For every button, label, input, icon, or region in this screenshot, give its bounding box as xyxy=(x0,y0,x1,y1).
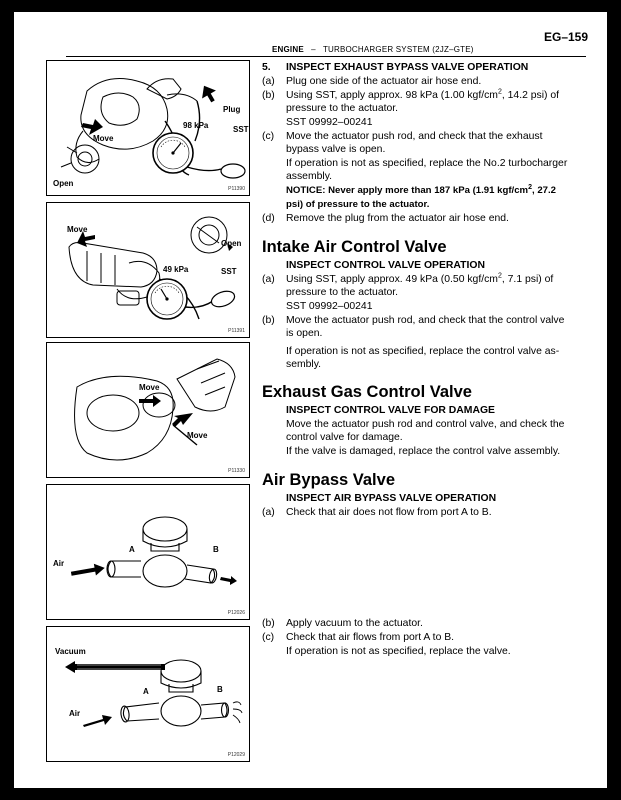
figure1-label-pressure: 98 kPa xyxy=(183,121,209,130)
step5d-mark: (d) xyxy=(262,213,275,224)
intake-a-sst: SST 09992–00241 xyxy=(286,301,373,312)
intake-a-line1: Using SST, apply approx. 49 kPa (0.50 kgf/$cm^2$, 7.1 psi) of xyxy=(286,272,554,285)
bypass-c-mark: (c) xyxy=(262,632,275,643)
figure4-label-air: Air xyxy=(53,559,65,568)
step5c-line1: Move the actuator push rod, and check that the exhaust xyxy=(286,131,543,142)
pressure-gauge-icon xyxy=(147,279,187,319)
intake-control-valve-drawing xyxy=(47,203,249,337)
figure3-code: P11330 xyxy=(228,468,245,474)
figure1-label-plug: Plug xyxy=(223,105,241,114)
manual-page xyxy=(14,12,607,788)
figure-air-bypass-a xyxy=(46,484,250,620)
step5-number: 5. xyxy=(262,62,271,73)
intake-b-line2: is open. xyxy=(286,328,323,339)
intake-b-mark: (b) xyxy=(262,315,275,326)
bypass-b-mark: (b) xyxy=(262,618,275,629)
exhaust-line3: If the valve is damaged, replace the control valve assembly. xyxy=(286,446,561,457)
figure5-code: P12029 xyxy=(227,752,245,758)
figure5-label-vacuum: Vacuum xyxy=(55,647,86,656)
figure2-code: P11391 xyxy=(228,328,245,334)
step5a-mark: (a) xyxy=(262,76,275,87)
figure3-label-move-top: Move xyxy=(139,383,160,392)
notice-line1: NOTICE: Never apply more than 187 kPa (1.91 kgf/$cm^2$, 27.2 xyxy=(286,183,556,196)
notice-line2: psi) of pressure to the actuator. xyxy=(286,199,430,210)
figure1-label-sst: SST xyxy=(233,125,249,134)
figure-exhaust-bypass xyxy=(46,60,250,196)
figure4-label-a: A xyxy=(129,545,135,554)
header-section: ENGINE xyxy=(272,45,304,54)
bypass-heading: INSPECT AIR BYPASS VALVE OPERATION xyxy=(286,493,497,504)
bypass-c-text: Check that air flows from port A to B. xyxy=(286,632,455,643)
hand-pump-icon xyxy=(187,164,245,178)
page-number: EG–159 xyxy=(544,30,589,44)
figure3-label-move-bottom: Move xyxy=(187,431,208,440)
exhaust-line1: Move the actuator push rod and control valve, and check the xyxy=(286,419,565,430)
bypass-b-text: Apply vacuum to the actuator. xyxy=(286,618,423,629)
figure2-label-move: Move xyxy=(67,225,88,234)
header-rule xyxy=(66,56,586,57)
intake-a-line2: pressure to the actuator. xyxy=(286,287,399,298)
exhaust-line2: control valve for damage. xyxy=(286,432,403,443)
turbocharger-actuator-drawing xyxy=(47,61,249,195)
step5c-line3: If operation is not as specified, replace the No.2 turbocharger xyxy=(286,158,568,169)
air-puff-icon xyxy=(233,702,242,723)
figure1-code: P11390 xyxy=(228,186,245,192)
exhaust-title: Exhaust Gas Control Valve xyxy=(262,383,472,401)
figure4-label-b: B xyxy=(213,545,219,554)
figure5-label-air: Air xyxy=(69,709,81,718)
header-separator: – xyxy=(311,45,316,54)
figure-intake-control xyxy=(46,202,250,338)
step5c-mark: (c) xyxy=(262,131,275,142)
arrow-icon xyxy=(139,395,193,427)
figure1-label-move: Move xyxy=(93,134,114,143)
step5b-line2: pressure to the actuator. xyxy=(286,103,399,114)
step5b-mark: (b) xyxy=(262,90,275,101)
running-header xyxy=(272,45,474,54)
exhaust-heading: INSPECT CONTROL VALVE FOR DAMAGE xyxy=(286,405,495,416)
intake-heading: INSPECT CONTROL VALVE OPERATION xyxy=(286,260,485,271)
bypass-c-line2: If operation is not as specified, replace the valve. xyxy=(286,646,511,657)
figure2-label-pressure: 49 kPa xyxy=(163,265,189,274)
step5b-sst: SST 09992–00241 xyxy=(286,117,373,128)
figure1-label-open: Open xyxy=(53,179,74,188)
intake-b-line1: Move the actuator push rod, and check that the control valve xyxy=(286,315,565,326)
bypass-a-mark: (a) xyxy=(262,507,275,518)
figure4-code: P12026 xyxy=(227,610,245,616)
step5-heading: INSPECT EXHAUST BYPASS VALVE OPERATION xyxy=(286,62,529,73)
step5d-text: Remove the plug from the actuator air hose end. xyxy=(286,213,509,224)
figure-exhaust-gas-control xyxy=(46,342,250,478)
intake-b-line4: sembly. xyxy=(286,359,322,370)
exhaust-gas-control-valve-drawing xyxy=(47,343,249,477)
header-title: TURBOCHARGER SYSTEM (2JZ–GTE) xyxy=(322,45,474,54)
step5c-line4: assembly. xyxy=(286,171,333,182)
step5b-line1: Using SST, apply approx. 98 kPa (1.00 kgf/$cm^2$, 14.2 psi) of xyxy=(286,88,560,101)
step5c-line2: bypass valve is open. xyxy=(286,144,386,155)
arrow-icon xyxy=(83,715,112,727)
figure2-label-open: Open xyxy=(221,239,242,248)
vacuum-arrow-icon xyxy=(65,661,165,673)
bypass-a-text: Check that air does not flow from port A to B. xyxy=(286,507,492,518)
step5a-text: Plug one side of the actuator air hose end. xyxy=(286,76,482,87)
figure-air-bypass-bc xyxy=(46,626,250,762)
intake-a-mark: (a) xyxy=(262,274,275,285)
figure5-label-b: B xyxy=(217,685,223,694)
intake-title: Intake Air Control Valve xyxy=(262,238,447,256)
figure2-label-sst: SST xyxy=(221,267,237,276)
intake-b-line3: If operation is not as specified, replace the control valve as- xyxy=(286,346,560,357)
figure5-label-a: A xyxy=(143,687,149,696)
bypass-title: Air Bypass Valve xyxy=(262,471,395,489)
